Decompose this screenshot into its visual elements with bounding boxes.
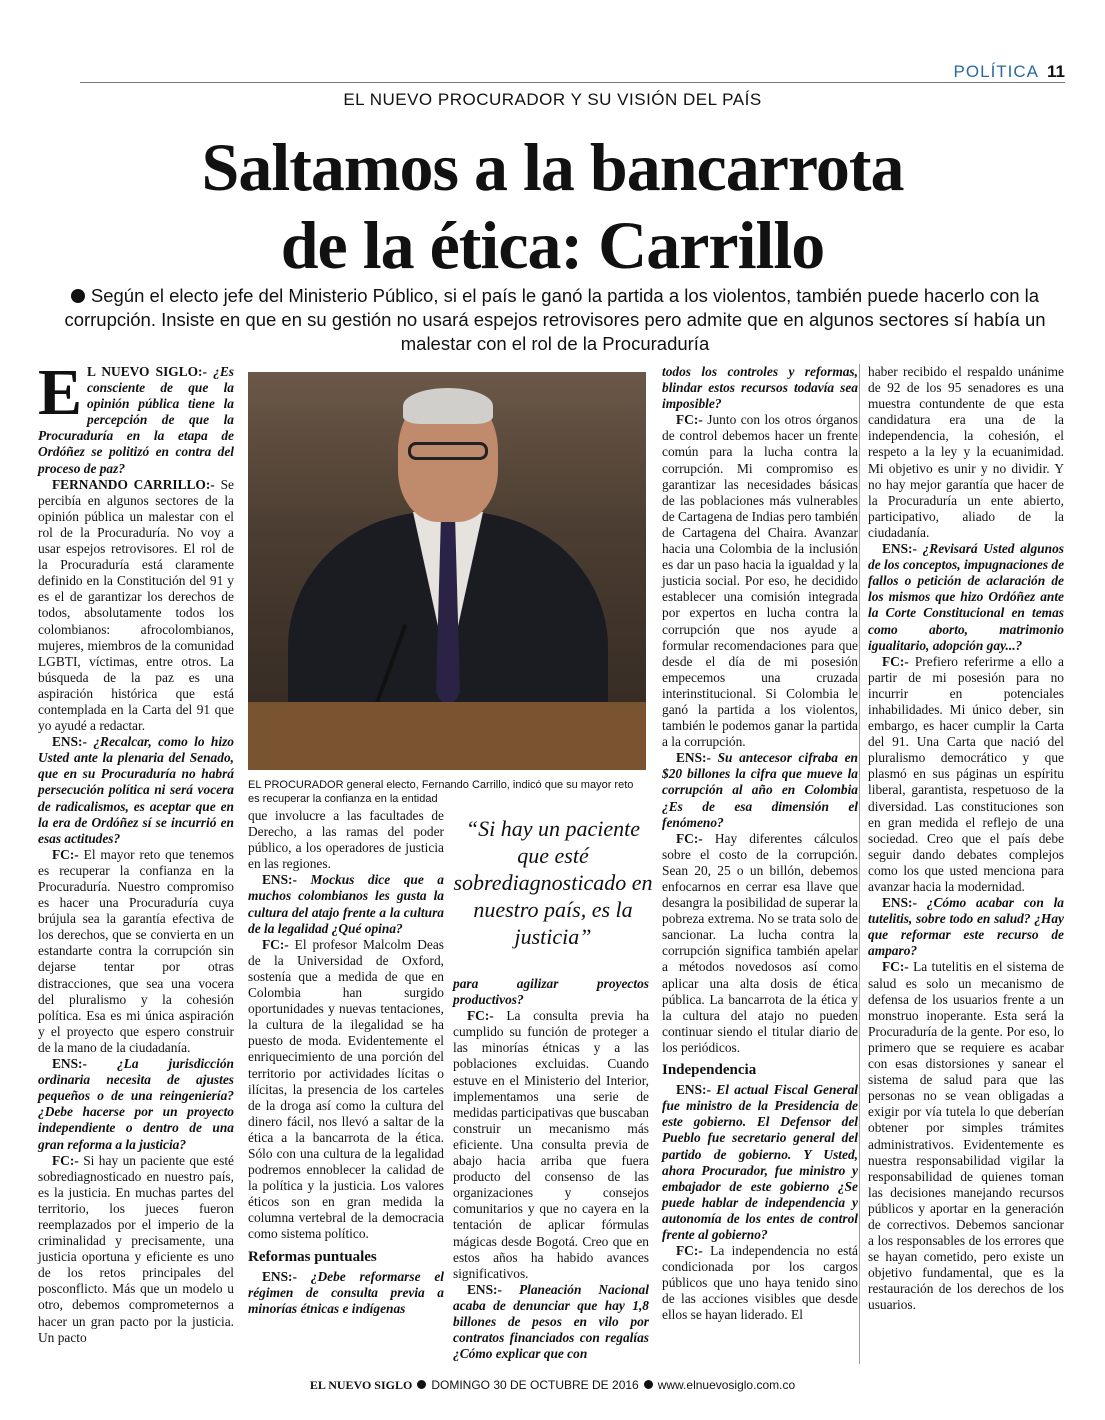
- interviewer-label: ENS:-: [262, 1268, 297, 1284]
- header-rule: [80, 82, 1065, 83]
- question: Mockus dice que a muchos colombianos les gusta la cultura del atajo frente a la cultura de la legalidad ¿Qué opina?: [248, 872, 444, 936]
- interviewer-label: ENS:-: [882, 895, 917, 911]
- footer-brand: EL NUEVO SIGLO: [309, 1378, 413, 1392]
- answer: haber recibido el respaldo unánime de 92 de los 95 senadores es una muestra contundente de que esta candidatura era una de la independencia, la cohesión, el respeto a la ley y la ecuanimidad. Mi objetivo es unir y no dividir. Y no hay mejor garantía que hacer de la Procuraduría un ente abierto, participativo, aliado de la ciudadanía.: [868, 364, 1064, 540]
- interviewer-label: ENS:-: [467, 1281, 502, 1297]
- answer: El mayor reto que tenemos es recuperar la confianza en la Procuraduría. Nuestro compromiso es hacer una Procuraduría cuya brújula sea la garantía efectiva de los derechos, que se convierta en un estandarte contra la corrupción sin dejarse tentar por otras distracciones, que sea una vocera del pluralismo y la cohesión política. Esa es mi única aspiración y el proyecto que espero construir de la mano de la ciudadanía.: [38, 846, 234, 1055]
- subheading: Independencia: [662, 1062, 757, 1079]
- question: Su antecesor cifraba en $20 billones la cifra que mueve la corrupción al año en Colombia ¿Es de esa dimensión el fenómeno?: [662, 750, 858, 830]
- subheading: Reformas puntuales: [248, 1248, 377, 1265]
- headline-line-1: Saltamos a la bancarrota: [201, 129, 904, 205]
- interviewee-label: FC:-: [262, 936, 289, 952]
- question: ¿Revisará Usted algunos de los conceptos, impugnaciones de fallos o petición de aclaración de los mismos que hizo Ordóñez ante la Corte Constitucional en temas como aborto, matrimonio igualitario, adopción gay...?: [868, 541, 1065, 653]
- question: ¿Debe reformarse el régimen de consulta previa a minorías étnicas e indígenas: [248, 1268, 444, 1316]
- article-column-4: [662, 364, 858, 1324]
- pull-quote: “Si hay un paciente que esté sobrediagnosticado en nuestro país, es la justicia”: [453, 816, 653, 949]
- procurador-photo: [248, 372, 646, 770]
- column-divider: [859, 364, 860, 1364]
- interviewee-label: FC:-: [676, 830, 703, 846]
- answer: Si hay un paciente que esté sobrediagnosticado en nuestro país, es la justicia. En muchas partes del territorio, los jueces fueron reemplazados por el imperio de la criminalidad y precisamente, una justicia oportuna y eficiente es uno de los retos principales del posconflicto. Más que un modelo u otro, debemos comprometernos a hacer un gran pacto por la justicia. Un pacto: [38, 1152, 234, 1345]
- page-footer: [0, 1378, 1105, 1393]
- interviewer-label: ENS:-: [882, 541, 917, 557]
- answer: Junto con los otros órganos de control debemos hacer un frente común para la lucha contra la corrupción. Mi compromiso es garantizar las necesidades básicas de las poblaciones más vulnerables de Cartagena de Indias pero también de Cartagena del Chaira. Avanzar hacia una Colombia de la inclusión es dar un paso hacia la igualdad y la justicia social. Por eso, he decidido establecer una comisión integrada por expertos en lucha contra la corrupción que nos ayude a formular recomendaciones para que desde el día de mi posesión empecemos una cruzada interinstitucional. Si Colombia le ganó la partida a los violentos, también le podemos ganar la partida a la corrupción.: [662, 412, 858, 750]
- answer: Prefiero referirme a ello a partir de mi posesión para no incurrir en potenciales inhabilidades. Mi único deber, sin embargo, es hacer cumplir la Carta del 91. Una Carta que nació del pluralismo democrático y que plasmó en sus páginas un espíritu liberal, garantista, respetuoso de la diversidad. Las constituciones son en gran medida el reflejo de una sociedad. Creo que el país debe seguir dando debates complejos como los que usted menciona para avanzar hacia la modernidad.: [868, 653, 1064, 894]
- interviewee-label: FC:-: [882, 959, 909, 975]
- interviewee-label: FC:-: [52, 846, 79, 862]
- page-section-header: [954, 62, 1065, 82]
- interviewer-label: ENS:-: [676, 1082, 711, 1098]
- interviewee-label: FC:-: [467, 1008, 494, 1024]
- bullet-icon: [417, 1380, 426, 1389]
- question: ¿Recalcar, como lo hizo Usted ante la plenaria del Senado, que en su Procuraduría no habrá persecución política ni será vocera de radicalismos, es aceptar que en la era de Ordóñez sí se incurrió en esas actitudes?: [38, 734, 234, 846]
- page-number: 11: [1047, 62, 1065, 81]
- section-name: POLÍTICA: [953, 62, 1040, 81]
- answer: La consulta previa ha cumplido su función de proteger a las minorías étnicas y a las poblaciones excluidas. Cuando estuve en el Ministerio del Interior, implementamos una serie de medidas participativas que buscaban construir un mecanismo más eficiente. Una consulta previa de abajo hacia arriba que fuera producto del consenso de las organizaciones y consejos comunitarios y que no cayera en la tentación de aplicar fórmulas mágicas desde Bogotá. Creo que en estos años ha habido avances significativos.: [453, 1008, 649, 1281]
- interviewee-label: FC:-: [52, 1152, 79, 1168]
- footer-date: DOMINGO 30 DE OCTUBRE DE 2016: [431, 1378, 639, 1392]
- article-column-2: [248, 808, 444, 1317]
- interviewer-label: L NUEVO SIGLO:-: [87, 364, 207, 379]
- interviewee-label: FC:-: [676, 1243, 703, 1259]
- bullet-icon: [71, 289, 85, 303]
- interviewee-label: FERNANDO CARRILLO:-: [52, 476, 215, 492]
- interviewer-label: ENS:-: [676, 750, 711, 766]
- bullet-icon: [644, 1380, 653, 1389]
- kicker: EL NUEVO PROCURADOR Y SU VISIÓN DEL PAÍS: [343, 90, 762, 109]
- answer: La tutelitis en el sistema de salud es solo un mecanismo de defensa de los usuarios frente a un monstruo inoperante. Esta será la Procuraduría de la gente. Por eso, lo primero que se requiere es acabar con esas distorsiones y sanear el sistema de salud para que las personas no se vean obligadas a exigir por vía tutela lo que deberían obtener por simples trámites administrativos. Evidentemente es nuestra responsabilidad vigilar la responsabilidad de quienes toman las decisiones manejando recursos públicos y aportar en la generación de correctivos. Debemos sancionar a los responsables de los errores que se hayan cometido, pero existe un objetivo fundamental, que es la restauración de los derechos de los usuarios.: [868, 959, 1064, 1313]
- footer-url: www.elnuevosiglo.com.co: [657, 1378, 796, 1392]
- article-column-3: [453, 976, 649, 1362]
- interviewee-label: FC:-: [676, 412, 703, 428]
- question: todos los controles y reformas, blindar estos recursos todavía sea imposible?: [662, 364, 858, 412]
- article-column-5: [868, 364, 1064, 1314]
- question: Planeación Nacional acaba de denunciar que hay 1,8 billones de pesos en vilo por contratos financiados con regalías ¿Cómo explicar que con: [453, 1281, 649, 1362]
- answer: El profesor Malcolm Deas de la Universidad de Oxford, sostenía que a medida de que en Colombia han surgido oportunidades y nuevas tentaciones, la cultura de la ilegalidad se ha puesto de moda. Evidentemente el enriquecimiento de una porción del territorio por actividades lícitas o ilícitas, la presencia de los carteles de la droga así como la cultura del dinero fácil, nos llevó a saltar de la ética a la bancarrota de la ética. Sólo con una cultura de la legalidad podremos ennoblecer la calidad de la política y la justicia. Los valores éticos son en gran medida la columna vertebral de la democracia como sistema político.: [248, 936, 444, 1242]
- headline-line-2: de la ética: Carrillo: [280, 207, 825, 283]
- interviewer-label: ENS:-: [262, 872, 297, 888]
- interviewee-label: FC:-: [882, 653, 909, 669]
- lead-paragraph: [50, 284, 1060, 356]
- interviewer-label: ENS:-: [52, 1056, 87, 1072]
- question: ¿La jurisdicción ordinaria necesita de ajustes pequeños o de una reingeniería? ¿Debe hacerse por un proyecto independiente o dentro de una gran reforma a la justicia?: [38, 1056, 234, 1152]
- photo-caption: EL PROCURADOR general electo, Fernando Carrillo, indicó que su mayor reto es recuperar la confianza en la entidad: [248, 779, 634, 805]
- question: ¿Es consciente de que la opinión pública tiene la percepción de que la Procuraduría en la etapa de Ordóñez se politizó en contra del proceso de paz?: [38, 364, 234, 476]
- answer: La independencia no está condicionada por los cargos públicos que uno haya tenido sino de las acciones visibles que desde ellos se hayan liderado. El: [662, 1243, 858, 1323]
- question: para agilizar proyectos productivos?: [453, 976, 649, 1008]
- question: El actual Fiscal General fue ministro de la Presidencia de este gobierno. El Defensor del Pueblo fue secretario general del partido de gobierno. Y Usted, ahora Procurador, fue ministro y embajador de este gobierno ¿Se puede hablar de independencia y autonomía de los entes de control frente al gobierno?: [662, 1082, 858, 1242]
- article-column-1: [38, 356, 234, 1346]
- answer: Hay diferentes cálculos sobre el costo de la corrupción. Sean 20, 25 o un billón, debemos enfocarnos en cerrar esa llave que desangra la posibilidad de superar la pobreza extrema. No se trata solo de sancionar. La lucha contra la corrupción significa también apelar a métodos novedosos así como aplicar una alta dosis de ética pública. La bancarrota de la ética y la cultura del atajo no pueden continuar siendo el titular diario de los periódicos.: [662, 830, 858, 1055]
- answer: que involucre a las facultades de Derecho, a las ramas del poder público, a los operadores de justicia en las regiones.: [248, 808, 444, 872]
- question: ¿Cómo acabar con la tutelitis, sobre todo en salud? ¿Hay que reformar este recurso de amparo?: [868, 895, 1064, 959]
- lead-text: Según el electo jefe del Ministerio Público, si el país le ganó la partida a los violentos, también puede hacerlo con la corrupción. Insiste en que en su gestión no usará espejos retrovisores pero admite que en algunos sectores sí había un malestar con el rol de la Procuraduría: [64, 285, 1046, 354]
- answer: Se percibía en algunos sectores de la opinión pública un malestar con el rol de la Procuraduría. No voy a usar espejos retrovisores. El rol de la Procuraduría está claramente definido en la Constitución del 91 y es el de garantizar los derechos de todos, absolutamente todos los colombianos: afrocolombianos, mujeres, miembros de la comunidad LGBTI, víctimas, entre otros. La búsqueda de la paz es una aspiración histórica que está contemplada en la Carta del 91 que yo ayudé a redactar.: [38, 476, 234, 734]
- drop-cap: E: [38, 356, 83, 429]
- headline: [0, 128, 1105, 284]
- interviewer-label: ENS:-: [52, 734, 87, 750]
